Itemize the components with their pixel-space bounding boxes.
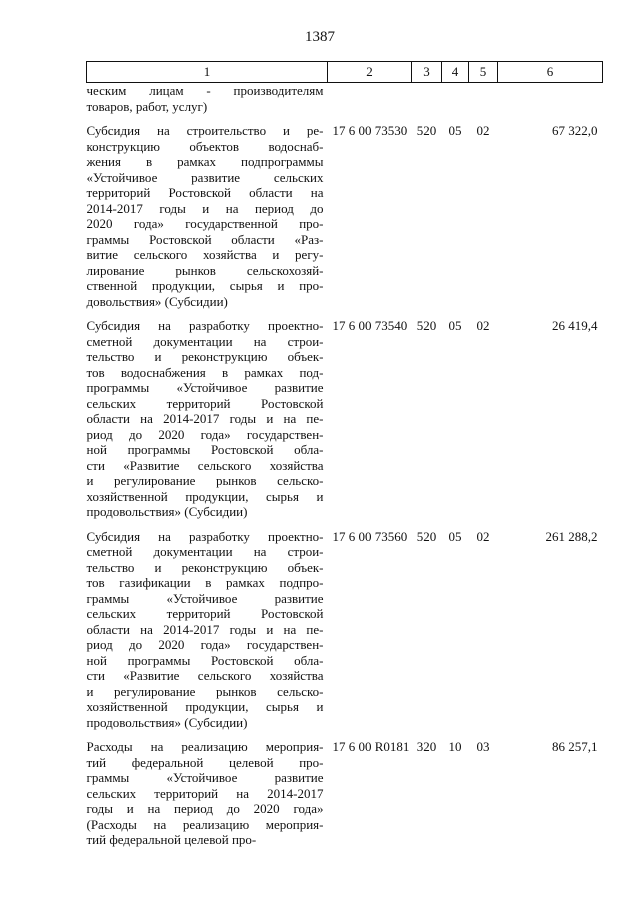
classification-code-cell: 17 6 00 73540 xyxy=(332,318,408,333)
expense-name-line: Субсидия на разработку проектно- xyxy=(86,528,324,544)
expense-name-line: сметной документации на строи- xyxy=(86,333,324,349)
expense-name-line: сти «Развитие сельского хозяйства xyxy=(86,668,324,683)
amount-cell: 26 419,4 xyxy=(552,318,598,333)
classification-code-cell: 17 6 00 73560 xyxy=(332,528,408,544)
expense-name-line: и регулирование рынков сельско- xyxy=(86,473,324,488)
subsection-cell: 02 xyxy=(476,318,490,333)
expense-name-line: территорий Ростовской области на xyxy=(86,185,324,200)
column-header: 3 xyxy=(412,62,442,83)
expense-name-line: Расходы на реализацию мероприя- xyxy=(86,739,324,754)
section-cell: 05 xyxy=(448,528,462,544)
expense-type-cell: 520 xyxy=(416,318,437,333)
expense-name-line: ной программы Ростовской обла- xyxy=(86,652,324,668)
section-cell xyxy=(442,83,469,115)
expense-name-line: ственной продукции, сырья и про- xyxy=(86,278,324,293)
expense-type-cell xyxy=(412,83,442,115)
section-cell: 05 xyxy=(448,123,462,138)
expense-name-line: «Устойчивое развитие сельских xyxy=(86,169,324,185)
classification-code-cell: 17 6 00 R0181 xyxy=(332,739,410,754)
expense-name-cell xyxy=(87,529,328,731)
table-header-row xyxy=(87,62,603,83)
expense-name-line: тий федеральной целевой про- xyxy=(86,754,324,770)
subsection-cell: 02 xyxy=(476,528,490,544)
classification-code-cell xyxy=(328,83,412,115)
expense-type-cell: 520 xyxy=(416,528,437,544)
row-spacer xyxy=(87,114,603,123)
expense-name-line: продовольствия» (Субсидии) xyxy=(86,714,248,730)
expense-name-line: тельство и реконструкцию объек- xyxy=(86,349,324,364)
expense-name-line: риод до 2020 года» государствен- xyxy=(86,426,324,442)
expense-name-line: (Расходы на реализацию мероприя- xyxy=(86,816,324,832)
row-spacer xyxy=(87,520,603,529)
amount-cell: 67 322,0 xyxy=(552,123,598,138)
expense-name-line: сельских территорий Ростовской xyxy=(86,395,324,411)
expense-name-line: области на 2014-2017 годы и на пе- xyxy=(86,621,324,637)
column-header: 1 xyxy=(87,62,328,83)
expense-name-line: области на 2014-2017 годы и на пе- xyxy=(86,411,324,426)
expense-name-line: риод до 2020 года» государствен- xyxy=(86,637,324,652)
row-spacer-cell xyxy=(87,730,603,739)
table-row xyxy=(87,83,603,115)
expense-name-line: хозяйственной продукции, сырья и xyxy=(86,488,324,504)
expense-name-cell xyxy=(87,83,328,115)
expense-name-line: ческим лицам - производителям xyxy=(86,83,324,98)
expense-name-line: 2014-2017 годы и на период до xyxy=(86,200,324,216)
expense-name-line: конструкцию объектов водоснаб- xyxy=(86,138,324,154)
table-row xyxy=(87,739,603,848)
expense-name-line: граммы «Устойчивое развитие xyxy=(86,590,324,606)
section-cell: 05 xyxy=(448,318,462,333)
expense-name-line: граммы «Устойчивое развитие xyxy=(86,770,324,785)
expense-name-line: тов водоснабжения в рамках под- xyxy=(86,364,324,380)
expense-name-line: товаров, работ, услуг) xyxy=(86,98,208,114)
classification-code-cell: 17 6 00 73530 xyxy=(332,123,408,138)
page-number: 1387 xyxy=(305,29,335,45)
expense-name-cell xyxy=(87,739,328,848)
expense-name-line: тий федеральной целевой про- xyxy=(86,832,257,847)
amount-cell xyxy=(498,83,603,115)
expense-name-line: сельских территорий на 2014-2017 xyxy=(86,785,324,801)
expense-name-line: 2020 года» государственной про- xyxy=(86,216,324,231)
subsection-cell xyxy=(469,83,498,115)
expense-name-line: витие сельского хозяйства и регу- xyxy=(86,247,324,262)
expense-name-line: Субсидия на строительство и ре- xyxy=(86,123,324,138)
row-spacer xyxy=(87,730,603,739)
expense-name-line: граммы Ростовской области «Раз- xyxy=(86,231,324,247)
subsection-cell: 02 xyxy=(476,123,490,138)
section-cell: 10 xyxy=(448,739,462,754)
expense-name-line: программы «Устойчивое развитие xyxy=(86,380,324,395)
expense-type-cell: 320 xyxy=(416,739,437,754)
expense-name-line: сельских территорий Ростовской xyxy=(86,606,324,621)
expense-name-line: тельство и реконструкцию объек- xyxy=(86,559,324,575)
budget-table xyxy=(86,61,603,848)
table-row xyxy=(87,123,603,309)
row-spacer-cell xyxy=(87,309,603,318)
expense-name-line: сметной документации на строи- xyxy=(86,544,324,559)
expense-name-cell xyxy=(87,318,328,520)
expense-name-line: тов газификации в рамках подпро- xyxy=(86,575,324,590)
expense-name-line: ной программы Ростовской обла- xyxy=(86,442,324,457)
expense-name-line: годы и на период до 2020 года» xyxy=(86,801,324,816)
expense-name-line: сти «Развитие сельского хозяйства xyxy=(86,457,324,473)
expense-type-cell: 520 xyxy=(416,123,437,138)
column-header: 4 xyxy=(442,62,469,83)
expense-name-cell xyxy=(87,123,328,309)
table-row xyxy=(87,529,603,731)
column-header: 6 xyxy=(498,62,603,83)
column-header: 5 xyxy=(469,62,498,83)
expense-name-line: и регулирование рынков сельско- xyxy=(86,683,324,699)
row-spacer xyxy=(87,309,603,318)
amount-cell: 261 288,2 xyxy=(545,528,598,544)
table-body xyxy=(87,83,603,848)
table-row xyxy=(87,318,603,520)
subsection-cell: 03 xyxy=(476,739,490,754)
expense-name-line: Субсидия на разработку проектно- xyxy=(86,318,324,333)
expense-name-line: довольствия» (Субсидии) xyxy=(86,293,228,309)
expense-name-line: лирование рынков сельскохозяй- xyxy=(86,262,324,278)
expense-name-line: продовольствия» (Субсидии) xyxy=(86,504,248,519)
expense-name-line: хозяйственной продукции, сырья и xyxy=(86,699,324,714)
column-header: 2 xyxy=(328,62,412,83)
amount-cell: 86 257,1 xyxy=(552,739,598,754)
row-spacer-cell xyxy=(87,114,603,123)
expense-name-line: жения в рамках подпрограммы xyxy=(86,154,324,169)
row-spacer-cell xyxy=(87,520,603,529)
